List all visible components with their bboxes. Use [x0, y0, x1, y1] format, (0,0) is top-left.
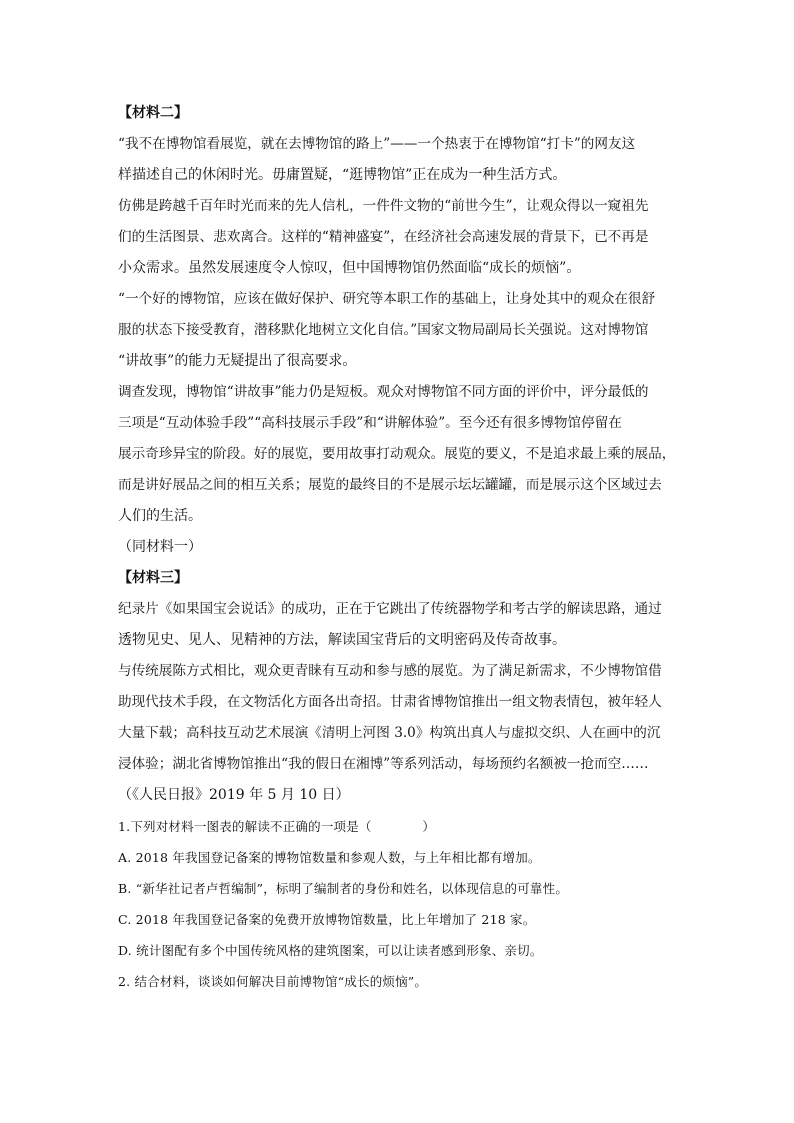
material2-line: 样描述自己的休闲时光。毋庸置疑，“逛博物馆”正在成为一种生活方式。	[118, 167, 567, 183]
material3-line: 大量下载；高科技互动艺术展演《清明上河图 3.0》构筑出真人与虚拟交织、人在画中的沉	[118, 725, 661, 741]
material3-source: （《人民日报》2019 年 5 月 10 日）	[118, 787, 350, 803]
question-1-option-c: C. 2018 年我国登记备案的免费开放博物馆数量，比上年增加了 218 家。	[118, 912, 536, 927]
question-2: 2. 结合材料，谈谈如何解决目前博物馆“成长的烦恼”。	[118, 974, 428, 989]
question-1-option-a: A. 2018 年我国登记备案的博物馆数量和参观人数，与上年相比都有增加。	[118, 850, 541, 865]
material2-line: 服的状态下接受教育，潜移默化地树立文化自信。”国家文物局副局长关强说。这对博物馆	[118, 322, 649, 338]
material3-line: 透物见史、见人、见精神的方法，解读国宝背后的文明密码及传奇故事。	[118, 632, 566, 648]
material3-line: 浸体验；湖北省博物馆推出“我的假日在湘博”等系列活动，每场预约名额被一抢而空……	[118, 756, 649, 772]
question-1: 1.下列对材料一图表的解读不正确的一项是（ ）	[118, 819, 436, 834]
document-body	[118, 98, 678, 997]
question-1-option-d: D. 统计图配有多个中国传统风格的建筑图案，可以让读者感到形象、亲切。	[118, 943, 543, 958]
material2-line: “讲故事”的能力无疑提出了很高要求。	[118, 353, 357, 369]
material2-line: 仿佛是跨越千百年时光而来的先人信札，一件件文物的“前世今生”，让观众得以一窥祖先	[118, 198, 649, 214]
question-1-option-b: B. “新华社记者卢哲编制”，标明了编制者的身份和姓名，以体现信息的可靠性。	[118, 881, 569, 896]
material2-line: 而是讲好展品之间的相互关系；展览的最终目的不是展示坛坛罐罐，而是展示这个区域过去	[118, 477, 662, 493]
material2-line: 小众需求。虽然发展速度令人惊叹，但中国博物馆仍然面临“成长的烦恼”。	[118, 260, 581, 276]
material3-line: 纪录片《如果国宝会说话》的成功，正在于它跳出了传统器物学和考古学的解读思路，通过	[118, 601, 662, 617]
material2-line: 三项是“互动体验手段”“高科技展示手段”和“讲解体验”。至今还有很多博物馆停留在	[118, 415, 622, 431]
material2-line: 展示奇珍异宝的阶段。好的展览，要用故事打动观众。展览的要义，不是追求最上乘的展品，	[118, 446, 676, 462]
material2-line: 人们的生活。	[118, 508, 202, 524]
material2-line: 调查发现，博物馆“讲故事”能力仍是短板。观众对博物馆不同方面的评价中，评分最低的	[118, 384, 649, 400]
material2-line: “我不在博物馆看展览，就在去博物馆的路上”——一个热衷于在博物馆“打卡”的网友这	[118, 136, 636, 152]
material3-heading: 【材料三】	[118, 570, 188, 586]
material2-heading: 【材料二】	[118, 105, 188, 121]
material2-line: “一个好的博物馆，应该在做好保护、研究等本职工作的基础上，让身处其中的观众在很舒	[118, 291, 656, 307]
material2-line: 们的生活图景、悲欢离合。这样的“精神盛宴”，在经济社会高速发展的背景下，已不再是	[118, 229, 649, 245]
material3-line: 与传统展陈方式相比，观众更青睐有互动和参与感的展览。为了满足新需求，不少博物馆借	[118, 663, 662, 679]
material2-source: （同材料一）	[118, 539, 202, 555]
material3-line: 助现代技术手段，在文物活化方面各出奇招。甘肃省博物馆推出一组文物表情包，被年轻人	[118, 694, 662, 710]
